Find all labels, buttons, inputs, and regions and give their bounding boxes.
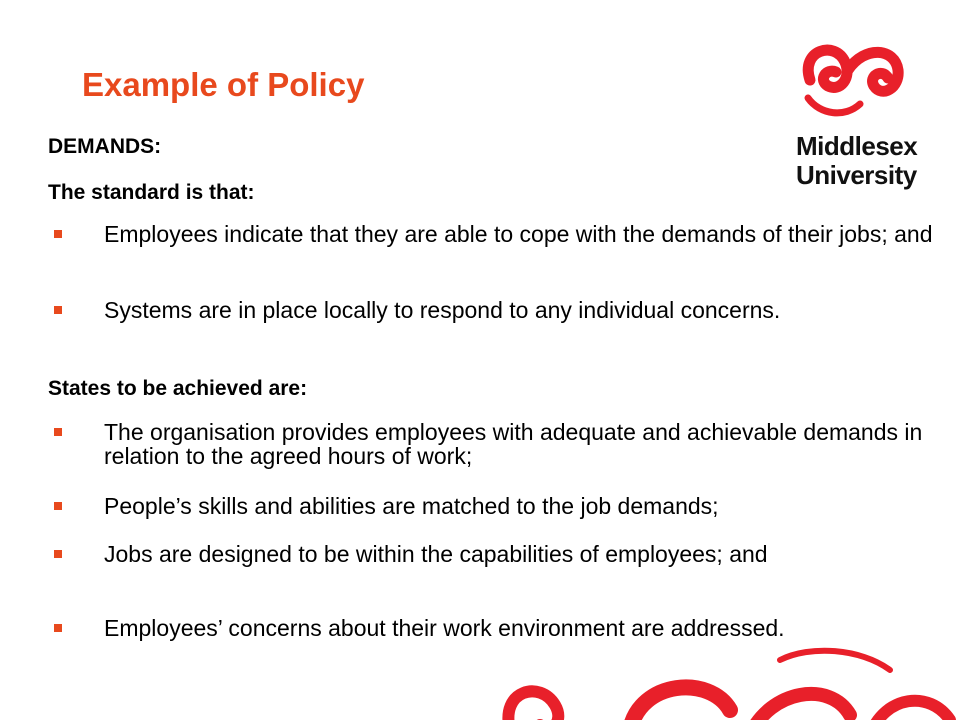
bullet-text: Employees indicate that they are able to cope with the demands of their jobs; and <box>104 221 933 247</box>
bullet-text: The organisation provides employees with adequate and achievable demands in relation to the agreed hours of work; <box>104 419 923 469</box>
slide-title: Example of Policy <box>82 66 365 103</box>
list-item <box>48 494 943 518</box>
logo-swirl-icon <box>790 40 930 130</box>
decorative-swirl-icon <box>480 640 960 720</box>
list-item <box>48 542 943 566</box>
heading-demands: DEMANDS: <box>48 135 162 158</box>
middlesex-university-logo <box>790 40 930 200</box>
square-bullet-icon <box>54 624 62 632</box>
logo-line-middlesex: Middlesex <box>796 131 918 161</box>
heading-standard: The standard is that: <box>48 181 255 204</box>
square-bullet-icon <box>54 550 62 558</box>
square-bullet-icon <box>54 502 62 510</box>
square-bullet-icon <box>54 306 62 314</box>
square-bullet-icon <box>54 428 62 436</box>
list-item <box>48 222 943 246</box>
list-item <box>48 298 943 322</box>
bullet-text: People’s skills and abilities are matched to the job demands; <box>104 493 719 519</box>
list-item <box>48 420 943 468</box>
bullet-text: Jobs are designed to be within the capabilities of employees; and <box>104 541 768 567</box>
bullet-text: Systems are in place locally to respond to any individual concerns. <box>104 297 781 323</box>
bullet-text: Employees’ concerns about their work environment are addressed. <box>104 615 785 641</box>
logo-wordmark <box>796 132 917 190</box>
square-bullet-icon <box>54 230 62 238</box>
list-item <box>48 616 943 640</box>
logo-line-university: University <box>796 160 917 190</box>
heading-states: States to be achieved are: <box>48 377 308 400</box>
